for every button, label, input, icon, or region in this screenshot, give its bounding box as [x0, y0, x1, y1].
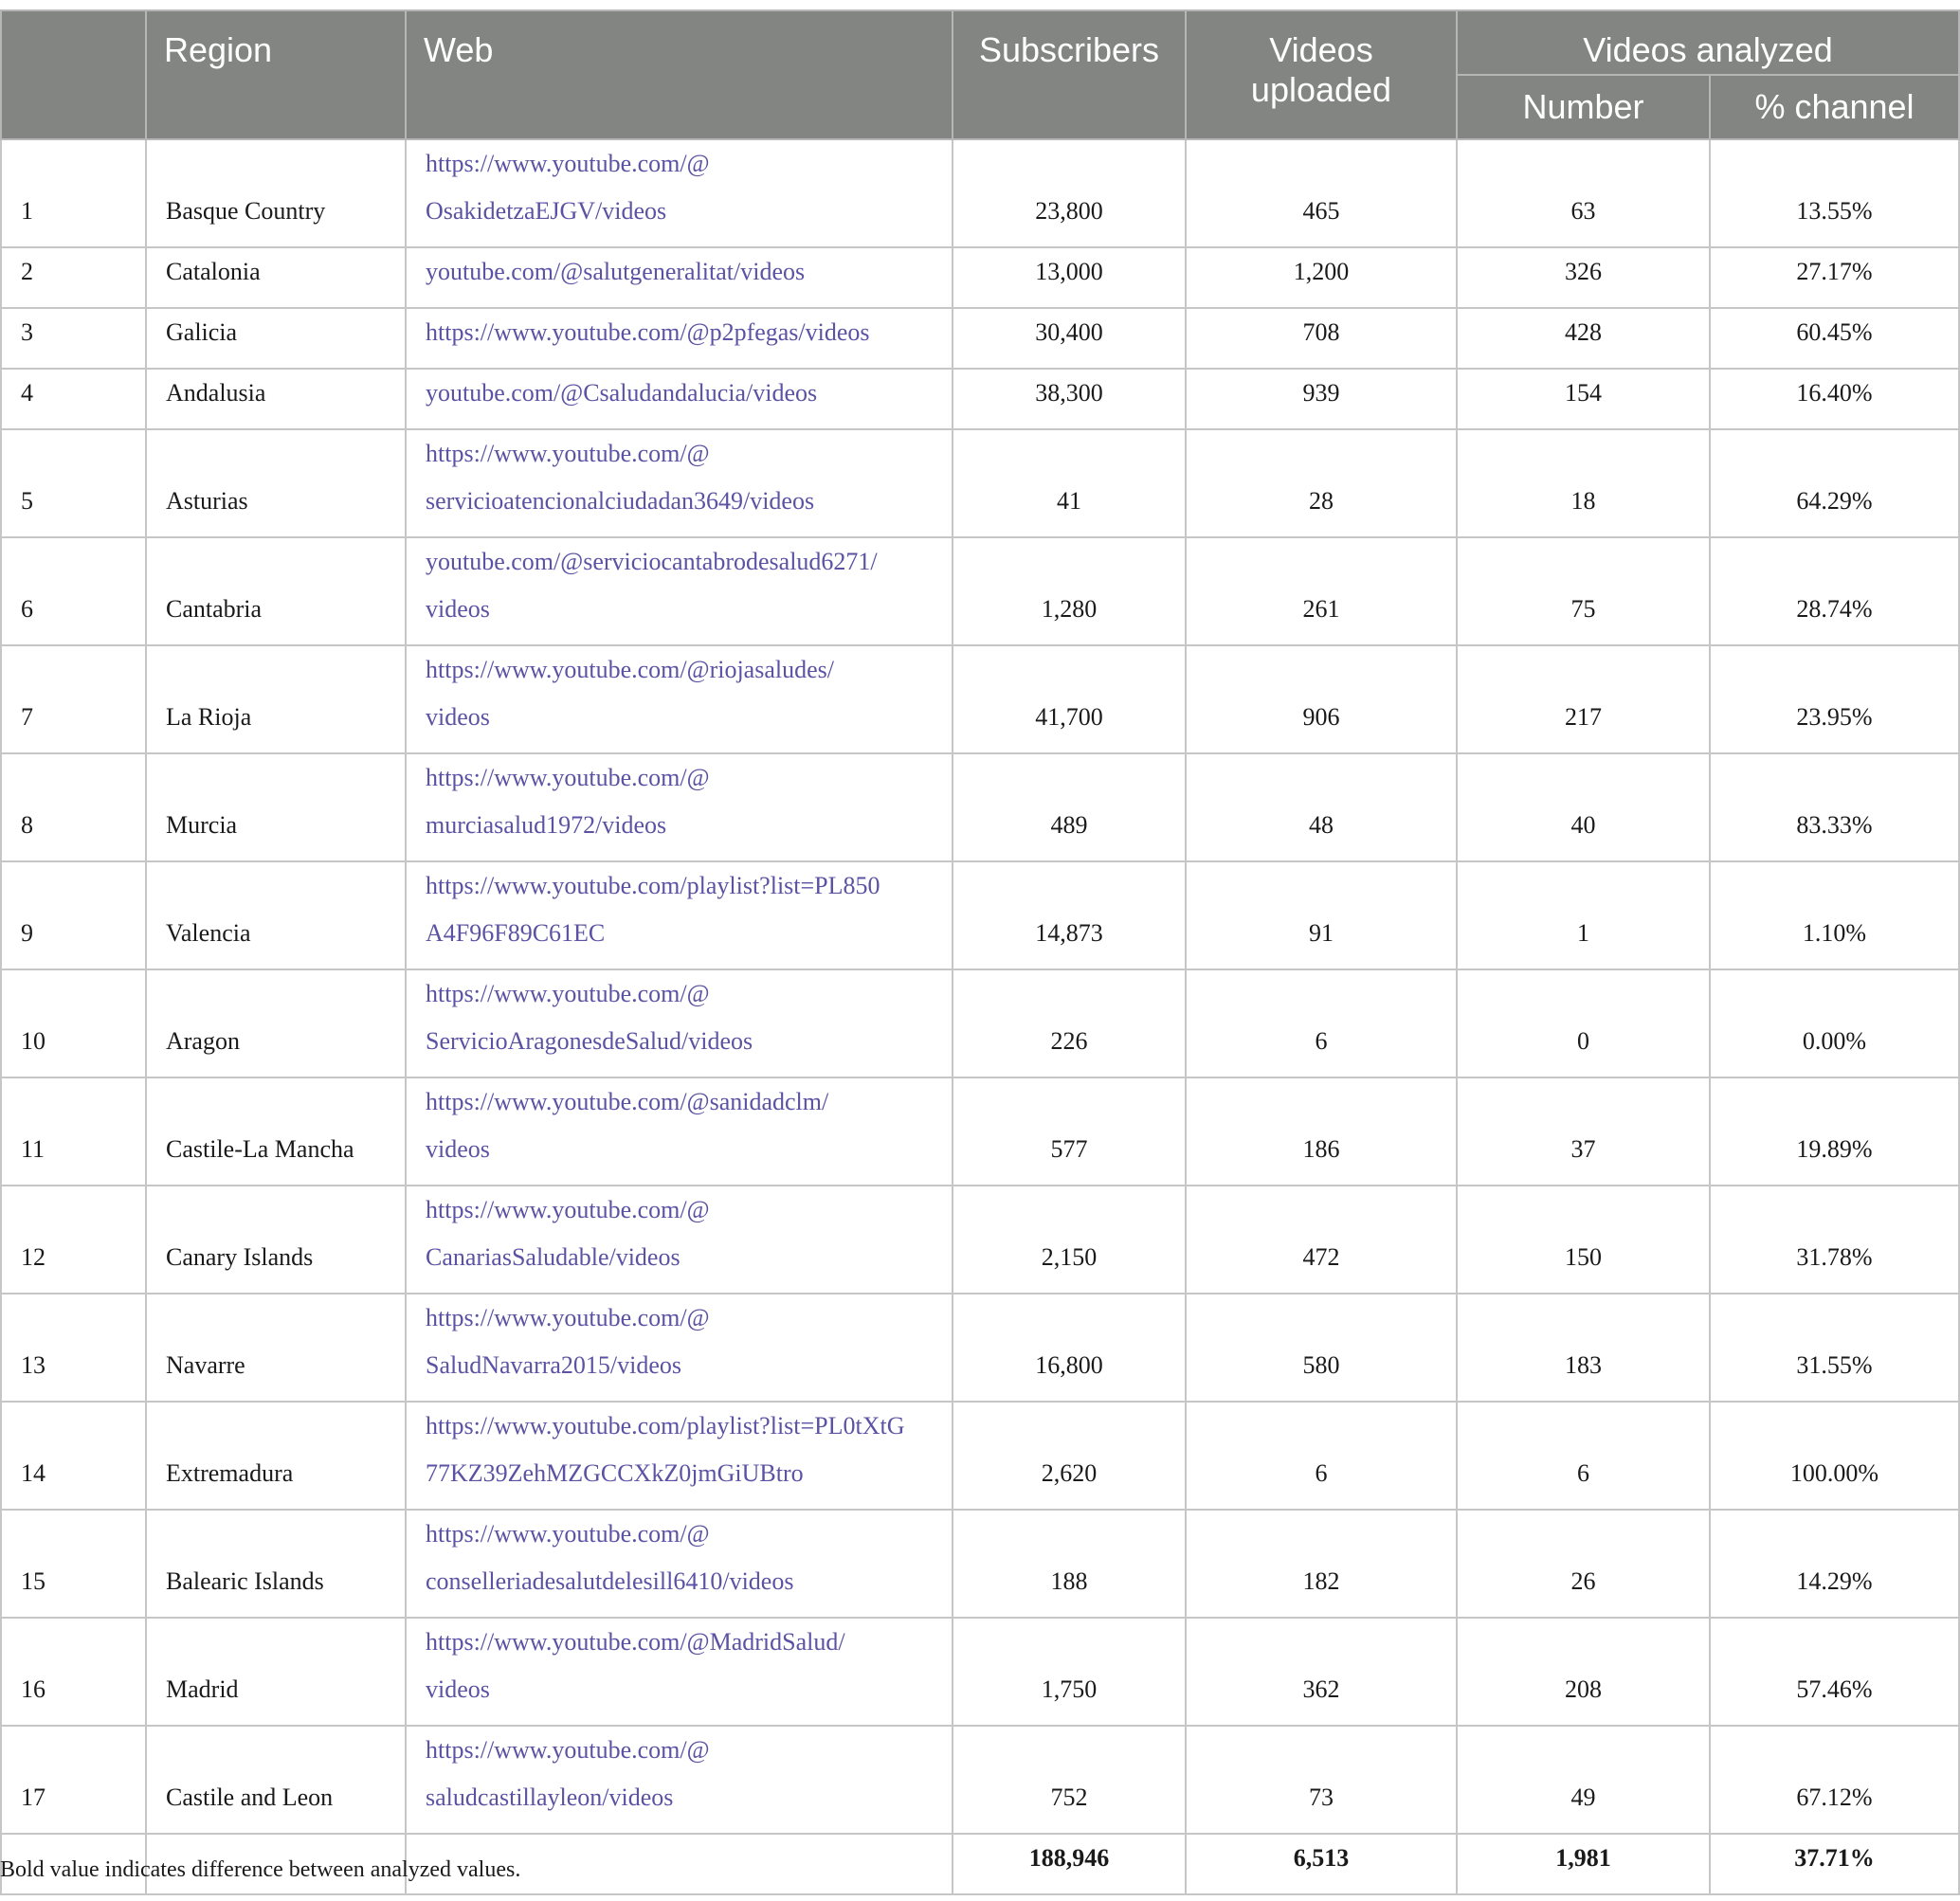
subscribers-cell: 752 [953, 1726, 1186, 1834]
header-number: Number [1457, 75, 1710, 139]
web-link-line-1[interactable]: youtube.com/@Csaludandalucia/videos [426, 379, 818, 407]
web-link-line-2[interactable]: CanariasSaludable/videos [426, 1243, 681, 1271]
region-cell: Andalusia [146, 369, 406, 429]
web-link-cell[interactable] [406, 1077, 953, 1186]
web-link-cell[interactable] [406, 139, 953, 247]
web-link-line-1[interactable]: https://www.youtube.com/@ [426, 1196, 710, 1223]
table-row [1, 308, 1959, 369]
videos-analyzed-number-cell: 1 [1457, 861, 1710, 969]
subscribers-cell: 41,700 [953, 645, 1186, 753]
subscribers-cell: 2,620 [953, 1402, 1186, 1510]
pct-channel-cell: 0.00% [1710, 969, 1959, 1077]
web-link-line-1[interactable]: https://www.youtube.com/playlist?list=PL0tXtG [426, 1412, 905, 1439]
table-row [1, 969, 1959, 1077]
web-link-line-2[interactable]: ServicioAragonesdeSalud/videos [426, 1027, 753, 1055]
subscribers-cell: 1,750 [953, 1618, 1186, 1726]
row-index: 4 [1, 369, 146, 429]
region-cell: Asturias [146, 429, 406, 537]
region-cell: Madrid [146, 1618, 406, 1726]
header-subscribers: Subscribers [953, 10, 1186, 139]
table-row [1, 1402, 1959, 1510]
web-link-line-1[interactable]: youtube.com/@serviciocantabrodesalud6271/ [426, 548, 878, 575]
videos-uploaded-cell: 91 [1186, 861, 1457, 969]
videos-analyzed-number-cell: 208 [1457, 1618, 1710, 1726]
row-index: 14 [1, 1402, 146, 1510]
videos-uploaded-cell: 182 [1186, 1510, 1457, 1618]
subscribers-cell: 14,873 [953, 861, 1186, 969]
row-index: 13 [1, 1294, 146, 1402]
videos-analyzed-number-cell: 217 [1457, 645, 1710, 753]
region-cell: Castile and Leon [146, 1726, 406, 1834]
table-row [1, 1726, 1959, 1834]
web-link-cell[interactable] [406, 369, 953, 429]
subscribers-cell: 38,300 [953, 369, 1186, 429]
region-cell: Basque Country [146, 139, 406, 247]
web-link-line-1[interactable]: https://www.youtube.com/@ [426, 980, 710, 1007]
videos-uploaded-cell: 580 [1186, 1294, 1457, 1402]
row-index: 1 [1, 139, 146, 247]
videos-uploaded-cell: 1,200 [1186, 247, 1457, 308]
web-link-line-2[interactable]: murciasalud1972/videos [426, 811, 667, 839]
pct-channel-cell: 100.00% [1710, 1402, 1959, 1510]
table-row [1, 1510, 1959, 1618]
table-row [1, 1618, 1959, 1726]
videos-uploaded-cell: 73 [1186, 1726, 1457, 1834]
header-pct-channel: % channel [1710, 75, 1959, 139]
videos-analyzed-number-cell: 183 [1457, 1294, 1710, 1402]
row-index: 7 [1, 645, 146, 753]
subscribers-cell: 577 [953, 1077, 1186, 1186]
web-link-cell[interactable] [406, 1510, 953, 1618]
web-link-line-1[interactable]: https://www.youtube.com/@MadridSalud/ [426, 1628, 845, 1656]
region-cell: Galicia [146, 308, 406, 369]
table-row [1, 1186, 1959, 1294]
table-row [1, 369, 1959, 429]
web-link-line-1[interactable]: https://www.youtube.com/@ [426, 764, 710, 791]
web-link-line-2[interactable]: 77KZ39ZehMZGCCXkZ0jmGiUBtro [426, 1459, 804, 1487]
pct-channel-cell: 60.45% [1710, 308, 1959, 369]
pct-channel-cell: 16.40% [1710, 369, 1959, 429]
web-link-line-1[interactable]: https://www.youtube.com/@ [426, 1520, 710, 1548]
pct-channel-cell: 23.95% [1710, 645, 1959, 753]
region-cell: Valencia [146, 861, 406, 969]
pct-channel-cell: 83.33% [1710, 753, 1959, 861]
pct-channel-cell: 57.46% [1710, 1618, 1959, 1726]
table-row [1, 537, 1959, 645]
web-link-line-1[interactable]: https://www.youtube.com/@ [426, 150, 710, 177]
region-cell: Murcia [146, 753, 406, 861]
total-videos-analyzed: 1,981 [1457, 1834, 1710, 1894]
web-link-cell[interactable] [406, 1402, 953, 1510]
videos-uploaded-cell: 708 [1186, 308, 1457, 369]
subscribers-cell: 41 [953, 429, 1186, 537]
pct-channel-cell: 14.29% [1710, 1510, 1959, 1618]
pct-channel-cell: 28.74% [1710, 537, 1959, 645]
subscribers-cell: 226 [953, 969, 1186, 1077]
header-videos-analyzed: Videos analyzed [1457, 10, 1959, 75]
table-row [1, 753, 1959, 861]
subscribers-cell: 16,800 [953, 1294, 1186, 1402]
web-link-cell[interactable] [406, 645, 953, 753]
videos-uploaded-cell: 28 [1186, 429, 1457, 537]
web-link-line-1[interactable]: https://www.youtube.com/playlist?list=PL850 [426, 872, 880, 899]
videos-analyzed-number-cell: 428 [1457, 308, 1710, 369]
region-cell: La Rioja [146, 645, 406, 753]
table-row [1, 861, 1959, 969]
videos-analyzed-number-cell: 6 [1457, 1402, 1710, 1510]
videos-uploaded-cell: 472 [1186, 1186, 1457, 1294]
web-link-cell[interactable] [406, 537, 953, 645]
web-link-line-2[interactable]: servicioatencionalciudadan3649/videos [426, 487, 815, 515]
region-cell: Canary Islands [146, 1186, 406, 1294]
table-container [0, 9, 1960, 1895]
web-link-line-1[interactable]: https://www.youtube.com/@ [426, 1736, 710, 1764]
subscribers-cell: 30,400 [953, 308, 1186, 369]
web-link-line-2[interactable]: videos [426, 1135, 490, 1163]
web-link-line-1[interactable]: https://www.youtube.com/@ [426, 440, 710, 467]
table-row [1, 645, 1959, 753]
web-link-line-2[interactable]: conselleriadesalutdelesill6410/videos [426, 1567, 794, 1595]
videos-analyzed-number-cell: 26 [1457, 1510, 1710, 1618]
videos-analyzed-number-cell: 326 [1457, 247, 1710, 308]
table-row [1, 1294, 1959, 1402]
pct-channel-cell: 13.55% [1710, 139, 1959, 247]
videos-analyzed-number-cell: 63 [1457, 139, 1710, 247]
web-link-cell[interactable] [406, 1618, 953, 1726]
videos-uploaded-cell: 186 [1186, 1077, 1457, 1186]
table-footnote: Bold value indicates difference between analyzed values. [0, 1857, 521, 1882]
pct-channel-cell: 19.89% [1710, 1077, 1959, 1186]
table-body [1, 139, 1959, 1894]
videos-uploaded-cell: 906 [1186, 645, 1457, 753]
header-web: Web [406, 10, 953, 139]
header-region: Region [146, 10, 406, 139]
web-link-cell[interactable] [406, 429, 953, 537]
row-index: 9 [1, 861, 146, 969]
table-header [1, 10, 1959, 139]
pct-channel-cell: 1.10% [1710, 861, 1959, 969]
subscribers-cell: 13,000 [953, 247, 1186, 308]
subscribers-cell: 1,280 [953, 537, 1186, 645]
videos-uploaded-cell: 362 [1186, 1618, 1457, 1726]
videos-analyzed-number-cell: 40 [1457, 753, 1710, 861]
web-link-line-1[interactable]: https://www.youtube.com/@p2pfegas/videos [426, 318, 870, 346]
web-link-line-1[interactable]: https://www.youtube.com/@ [426, 1304, 710, 1331]
videos-uploaded-cell: 6 [1186, 1402, 1457, 1510]
pct-channel-cell: 31.78% [1710, 1186, 1959, 1294]
web-link-cell[interactable] [406, 308, 953, 369]
web-link-cell[interactable] [406, 753, 953, 861]
pct-channel-cell: 67.12% [1710, 1726, 1959, 1834]
web-link-line-2[interactable]: A4F96F89C61EC [426, 919, 606, 947]
videos-analyzed-number-cell: 0 [1457, 969, 1710, 1077]
row-index: 10 [1, 969, 146, 1077]
videos-uploaded-cell: 261 [1186, 537, 1457, 645]
videos-analyzed-number-cell: 37 [1457, 1077, 1710, 1186]
web-link-line-2[interactable]: SaludNavarra2015/videos [426, 1351, 682, 1379]
web-link-cell[interactable] [406, 969, 953, 1077]
videos-analyzed-number-cell: 154 [1457, 369, 1710, 429]
web-link-cell[interactable] [406, 1726, 953, 1834]
videos-analyzed-number-cell: 75 [1457, 537, 1710, 645]
web-link-line-1[interactable]: youtube.com/@salutgeneralitat/videos [426, 258, 806, 285]
region-cell: Balearic Islands [146, 1510, 406, 1618]
total-videos-uploaded: 6,513 [1186, 1834, 1457, 1894]
videos-uploaded-cell: 465 [1186, 139, 1457, 247]
region-cell: Catalonia [146, 247, 406, 308]
videos-uploaded-cell: 939 [1186, 369, 1457, 429]
subscribers-cell: 489 [953, 753, 1186, 861]
web-link-cell[interactable] [406, 247, 953, 308]
region-cell: Navarre [146, 1294, 406, 1402]
row-index: 8 [1, 753, 146, 861]
table-row [1, 247, 1959, 308]
total-subscribers: 188,946 [953, 1834, 1186, 1894]
web-link-line-2[interactable]: videos [426, 1675, 490, 1703]
videos-uploaded-cell: 48 [1186, 753, 1457, 861]
region-cell: Cantabria [146, 537, 406, 645]
row-index: 12 [1, 1186, 146, 1294]
row-index: 11 [1, 1077, 146, 1186]
web-link-cell[interactable] [406, 1186, 953, 1294]
subscribers-cell: 2,150 [953, 1186, 1186, 1294]
videos-uploaded-cell: 6 [1186, 969, 1457, 1077]
web-link-cell[interactable] [406, 861, 953, 969]
pct-channel-cell: 27.17% [1710, 247, 1959, 308]
web-link-line-2[interactable]: videos [426, 703, 490, 731]
table-row [1, 1077, 1959, 1186]
videos-analyzed-number-cell: 150 [1457, 1186, 1710, 1294]
row-index: 5 [1, 429, 146, 537]
web-link-line-1[interactable]: https://www.youtube.com/@riojasaludes/ [426, 656, 834, 683]
videos-analyzed-number-cell: 18 [1457, 429, 1710, 537]
row-index: 15 [1, 1510, 146, 1618]
web-link-cell[interactable] [406, 1294, 953, 1402]
pct-channel-cell: 31.55% [1710, 1294, 1959, 1402]
table-row [1, 429, 1959, 537]
web-link-line-1[interactable]: https://www.youtube.com/@sanidadclm/ [426, 1088, 829, 1115]
videos-analyzed-number-cell: 49 [1457, 1726, 1710, 1834]
header-index [1, 10, 146, 139]
row-index: 2 [1, 247, 146, 308]
subscribers-cell: 188 [953, 1510, 1186, 1618]
total-pct-channel: 37.71% [1710, 1834, 1959, 1894]
web-link-line-2[interactable]: videos [426, 595, 490, 623]
region-cell: Extremadura [146, 1402, 406, 1510]
youtube-channels-table [0, 9, 1960, 1895]
row-index: 3 [1, 308, 146, 369]
row-index: 6 [1, 537, 146, 645]
region-cell: Aragon [146, 969, 406, 1077]
web-link-line-2[interactable]: saludcastillayleon/videos [426, 1783, 674, 1811]
table-row [1, 139, 1959, 247]
row-index: 16 [1, 1618, 146, 1726]
pct-channel-cell: 64.29% [1710, 429, 1959, 537]
subscribers-cell: 23,800 [953, 139, 1186, 247]
row-index: 17 [1, 1726, 146, 1834]
web-link-line-2[interactable]: OsakidetzaEJGV/videos [426, 197, 667, 225]
header-videos-uploaded: Videos uploaded [1186, 10, 1457, 139]
region-cell: Castile-La Mancha [146, 1077, 406, 1186]
